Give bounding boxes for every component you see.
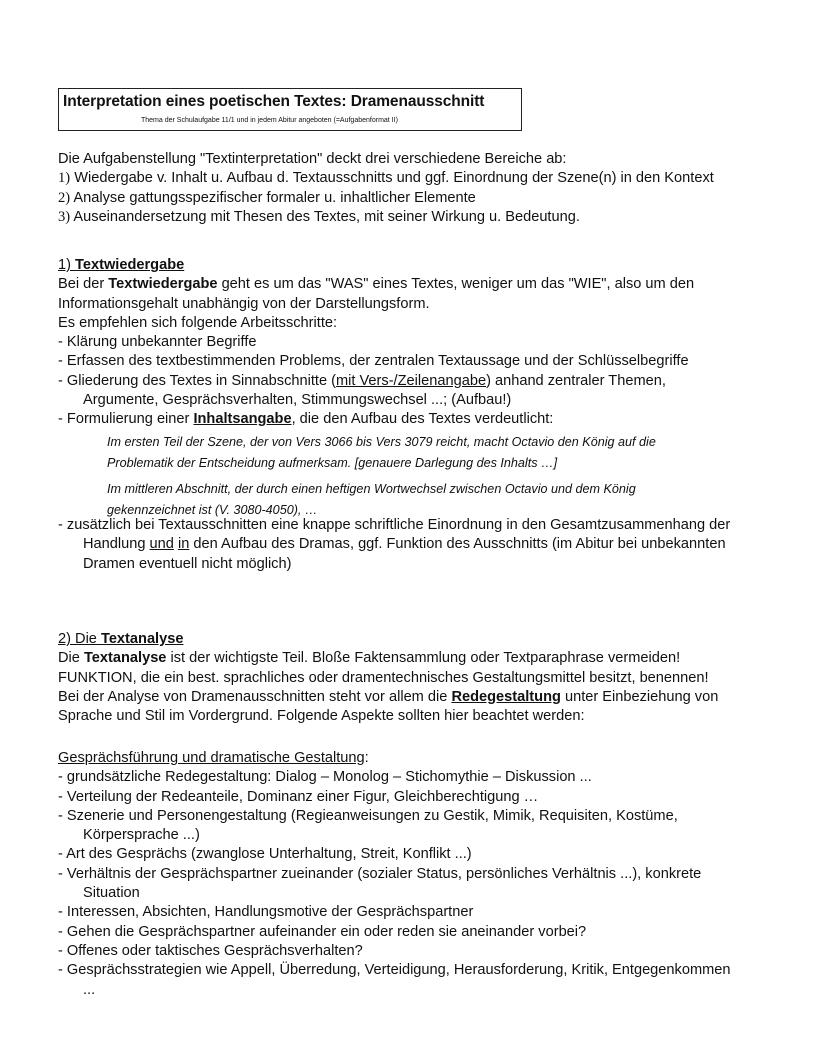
section2-paragraph-line3: Bei der Analyse von Dramenausschnitten steht vor allem die Redegestaltung unter Einbeziehung von: [58, 688, 719, 705]
intro-lead: Die Aufgabenstellung "Textinterpretation" deckt drei verschiedene Bereiche ab:: [58, 151, 567, 167]
section2-paragraph-line2: FUNKTION, die ein best. sprachliches oder dramentechnisches Gestaltungsmittel besitzt, benennen!: [58, 669, 709, 686]
list-item: - Art des Gesprächs (zwanglose Unterhaltung, Streit, Konflikt ...): [58, 846, 472, 863]
section-textanalyse: [58, 630, 718, 726]
list-item: - Verhältnis der Gesprächspartner zueinander (sozialer Status, persönliches Verhältnis ...), konkrete: [58, 865, 702, 882]
list-item: - Szenerie und Personengestaltung (Regieanweisungen zu Gestik, Mimik, Requisiten, Kostüme,: [58, 807, 678, 824]
step-item: - Formulierung einer Inhaltsangabe, die den Aufbau des Textes verdeutlicht:: [58, 411, 554, 428]
list-item: - grundsätzliche Redegestaltung: Dialog – Monolog – Stichomythie – Diskussion ...: [58, 769, 592, 786]
list-item: - Gesprächsstrategien wie Appell, Überredung, Verteidigung, Herausforderung, Kritik, Entgegenkommen: [58, 962, 731, 979]
aspects-heading: Gesprächsführung und dramatische Gestaltung:: [58, 750, 369, 766]
step-item-continuation: Argumente, Gesprächsverhalten, Stimmungswechsel ...; (Aufbau!): [83, 392, 512, 409]
intro-item-2: 2) Analyse gattungsspezifischer formaler u. inhaltlicher Elemente: [58, 189, 476, 206]
section1-paragraph-line3: Es empfehlen sich folgende Arbeitsschritte:: [58, 314, 338, 331]
list-item: - Interessen, Absichten, Handlungsmotive der Gesprächspartner: [58, 904, 474, 921]
page-title: Interpretation eines poetischen Textes: Dramenausschnitt: [63, 93, 485, 110]
section-textwiedergabe: [58, 256, 694, 430]
list-item: - Offenes oder taktisches Gesprächsverhalten?: [58, 942, 363, 959]
section2-paragraph-line4: Sprache und Stil im Vordergrund. Folgende Aspekte sollten hier beachtet werden:: [58, 708, 585, 725]
step-item: - Erfassen des textbestimmenden Problems, der zentralen Textaussage und der Schlüsselbegriffe: [58, 353, 689, 370]
list-item-continuation: ...: [83, 981, 96, 998]
list-item-continuation: Körpersprache ...): [83, 827, 200, 844]
aspects-list: [58, 749, 731, 1000]
list-item: - Verteilung der Redeanteile, Dominanz einer Figur, Gleichberechtigung …: [58, 788, 539, 805]
intro-item-1: 1) Wiedergabe v. Inhalt u. Aufbau d. Textausschnitts und ggf. Einordnung der Szene(n) in den Kontext: [58, 170, 714, 187]
step-item: - Klärung unbekannter Begriffe: [58, 334, 257, 351]
page-subtitle: Thema der Schulaufgabe 11/1 und in jedem Abitur angeboten (=Aufgabenformat II): [141, 117, 398, 124]
list-item: - Gehen die Gesprächspartner aufeinander ein oder reden sie aneinander vorbei?: [58, 923, 587, 940]
intro-item-3: 3) Auseinandersetzung mit Thesen des Textes, mit seiner Wirkung u. Bedeutung.: [58, 208, 580, 225]
section1-paragraph: Bei der Textwiedergabe geht es um das "WAS" eines Textes, weniger um das "WIE", also um den: [58, 276, 695, 293]
section1-paragraph-line2: Informationsgehalt unabhängig von der Darstellungsform.: [58, 295, 430, 312]
example-2: Im mittleren Abschnitt, der durch einen heftigen Wortwechsel zwischen Octavio und dem König gekennzeichnet ist (V. 3080-4050), …: [107, 482, 636, 517]
title-box: [58, 88, 522, 131]
step-item-context: - zusätzlich bei Textausschnitten eine knappe schriftliche Einordnung in den Gesamtzusammenhang der Handlung und in den Aufbau des Dramas, ggf. Funktion des Ausschnitts (im Abitur bei unbekannten Dramen eventuell nicht möglich): [58, 517, 731, 572]
section2-paragraph: Die Textanalyse ist der wichtigste Teil. Bloße Faktensammlung oder Textparaphrase vermeiden!: [58, 650, 681, 667]
list-item-continuation: Situation: [83, 885, 140, 902]
section2-heading: 2) Die Textanalyse: [58, 631, 184, 647]
section1-heading: 1) Textwiedergabe: [58, 257, 185, 273]
intro-section: [58, 150, 714, 227]
step-item: - Gliederung des Textes in Sinnabschnitte (mit Vers-/Zeilenangabe) anhand zentraler Themen,: [58, 372, 666, 389]
example-1: Im ersten Teil der Szene, der von Vers 3066 bis Vers 3079 reicht, macht Octavio den König auf die Problematik der Entscheidung aufmerksam. [genauere Darlegung des Inhalts …]: [107, 435, 656, 470]
